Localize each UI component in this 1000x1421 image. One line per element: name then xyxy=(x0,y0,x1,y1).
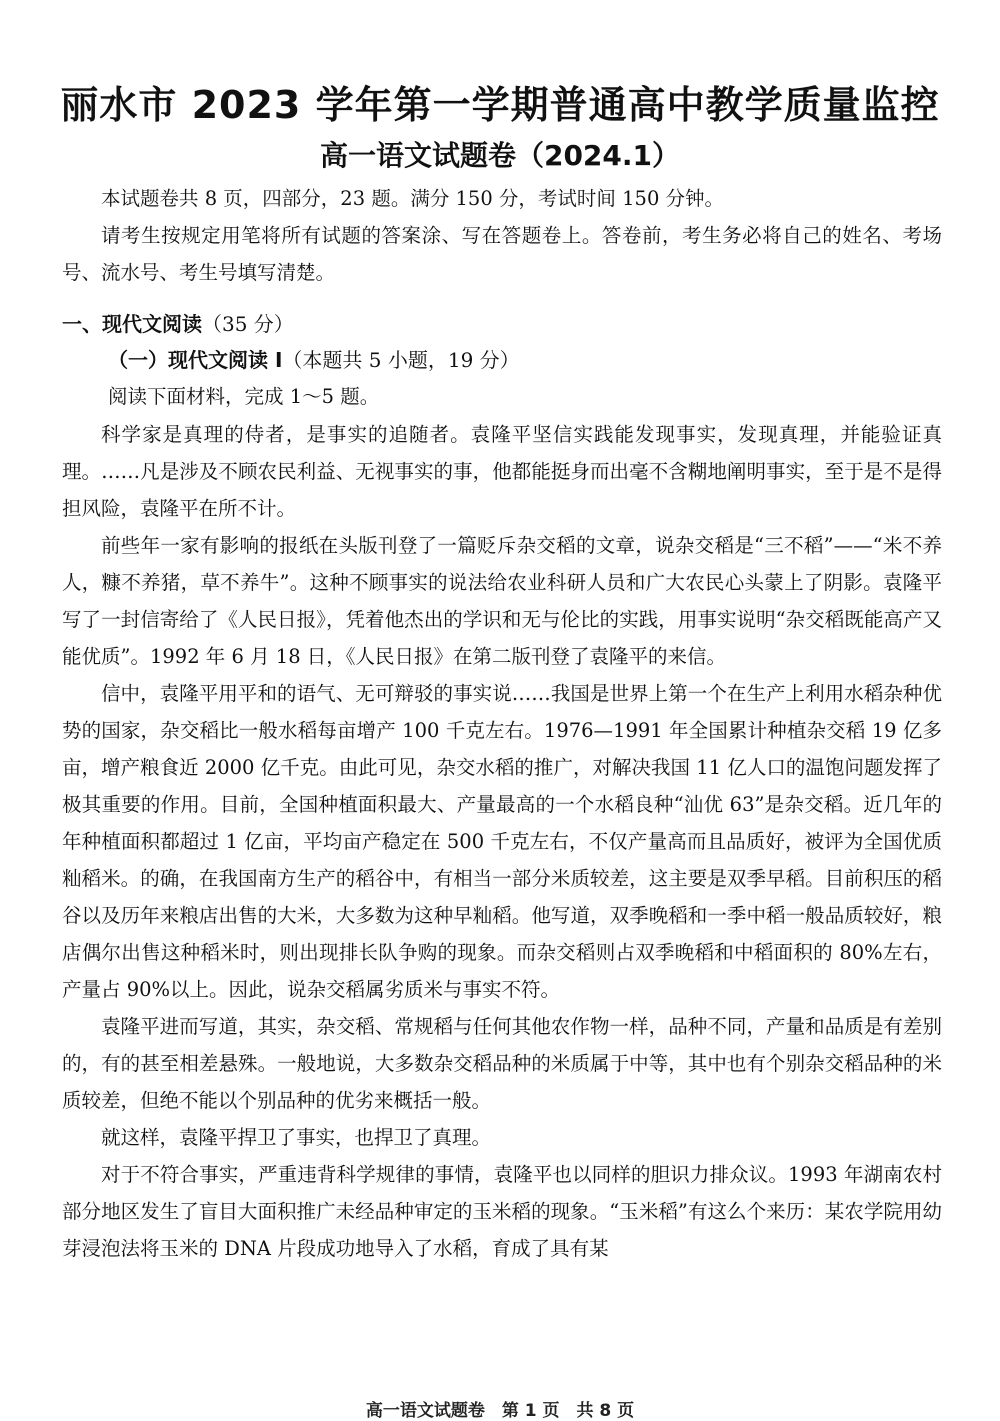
subsection-heading-label: （一）现代文阅读 I xyxy=(108,348,283,372)
instruction-paragraph: 本试题卷共 8 页，四部分，23 题。满分 150 分，考试时间 150 分钟。 xyxy=(101,187,725,210)
page-subtitle: 高一语文试题卷（2024.1） xyxy=(319,139,681,172)
section-heading xyxy=(62,306,294,343)
instruction-paragraph: 请考生按规定用笔将所有试题的答案涂、写在答题卷上。答卷前，考生务必将自己的姓名、考场号、流水号、考生号填写清楚。 xyxy=(62,224,942,284)
reading-instruction: 阅读下面材料，完成 1～5 题。 xyxy=(108,385,380,408)
exam-instructions xyxy=(62,180,942,291)
section-heading-label: 一、现代文阅读 xyxy=(62,312,202,336)
passage-paragraph: 袁隆平进而写道，其实，杂交稻、常规稻与任何其他农作物一样，品种不同，产量和品质是有差别的，有的甚至相差悬殊。一般地说，大多数杂交稻品种的米质属于中等，其中也有个别杂交稻品种的米质较差，但绝不能以个别品种的优劣来概括一般。 xyxy=(62,1015,942,1112)
reading-passage xyxy=(62,416,942,1267)
passage-paragraph: 科学家是真理的侍者，是事实的追随者。袁隆平坚信实践能发现事实，发现真理，并能验证真理。……凡是涉及不顾农民利益、无视事实的事，他都能挺身而出毫不含糊地阐明事实，至于是不是得担风险，袁隆平在所不计。 xyxy=(62,423,942,520)
subsection-heading-score: （本题共 5 小题，19 分） xyxy=(282,348,520,372)
passage-paragraph: 对于不符合事实，严重违背科学规律的事情，袁隆平也以同样的胆识力排众议。1993 年湖南农村部分地区发生了盲目大面积推广未经品种审定的玉米稻的现象。“玉米稻”有这么个来历：某农学院用幼芽浸泡法将玉米的 DNA 片段成功地导入了水稻，育成了具有某 xyxy=(62,1163,942,1260)
page-title: 丽水市 2023 学年第一学期普通高中教学质量监控 xyxy=(60,83,940,127)
passage-paragraph: 前些年一家有影响的报纸在头版刊登了一篇贬斥杂交稻的文章，说杂交稻是“三不稻”——“米不养人，糠不养猪，草不养牛”。这种不顾事实的说法给农业科研人员和广大农民心头蒙上了阴影。袁隆平写了一封信寄给了《人民日报》，凭着他杰出的学识和无与伦比的实践，用事实说明“杂交稻既能高产又能优质”。1992 年 6 月 18 日，《人民日报》在第二版刊登了袁隆平的来信。 xyxy=(62,534,942,668)
subsection-heading xyxy=(108,342,520,379)
page-footer: 高一语文试题卷 第 1 页 共 8 页 xyxy=(365,1401,635,1421)
passage-paragraph: 信中，袁隆平用平和的语气、无可辩驳的事实说……我国是世界上第一个在生产上利用水稻杂种优势的国家，杂交稻比一般水稻每亩增产 100 千克左右。1976—1991 年全国累计种植杂交稻 19 亿多亩，增产粮食近 2000 亿千克。由此可见，杂交水稻的推广，对解决我国 11 亿人口的温饱问题发挥了极其重要的作用。目前，全国种植面积最大、产量最高的一个水稻良种“汕优 63”是杂交稻。近几年的年种植面积都超过 1 亿亩，平均亩产稳定在 500 千克左右，不仅产量高而且品质好，被评为全国优质籼稻米。的确，在我国南方生产的稻谷中，有相当一部分米质较差，这主要是双季早稻。目前积压的稻谷以及历年来粮店出售的大米，大多数为这种早籼稻。他写道，双季晚稻和一季中稻一般品质较好，粮店偶尔出售这种稻米时，则出现排长队争购的现象。而杂交稻则占双季晚稻和中稻面积的 80%左右，产量占 90%以上。因此，说杂交稻属劣质米与事实不符。 xyxy=(62,682,942,1001)
passage-paragraph: 就这样，袁隆平捍卫了事实，也捍卫了真理。 xyxy=(101,1126,492,1149)
section-heading-score: （35 分） xyxy=(202,312,294,336)
